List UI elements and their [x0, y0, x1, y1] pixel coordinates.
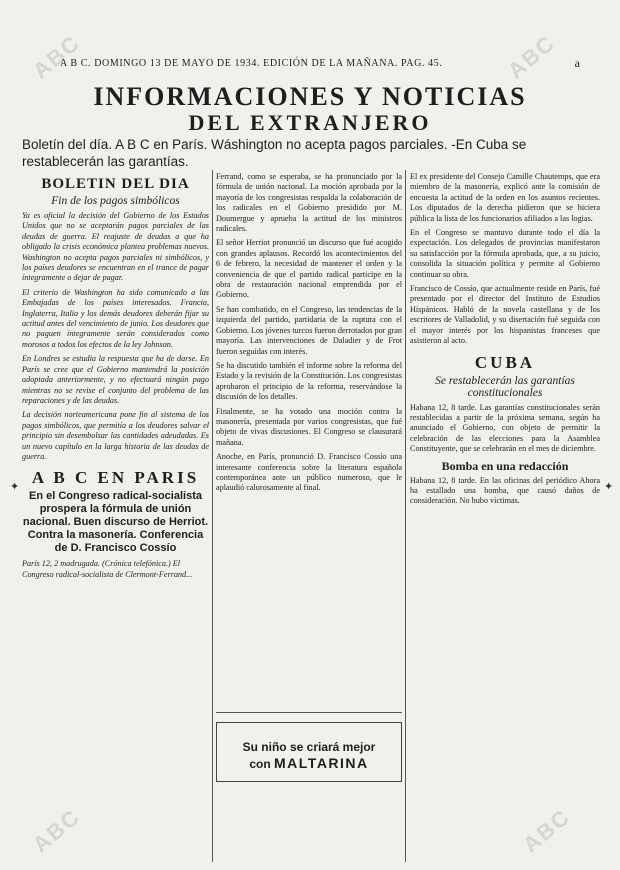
- watermark-top-right: ABC: [502, 29, 561, 84]
- article-paragraph: En Londres se estudia la respuesta que ha de darse. En París se cree que el Gobierno mantendrá la posición adoptada anteriormente, y no efectuará ningún pago mientras no se revise el conjunto del problema de las reparaciones y de las deudas.: [22, 354, 209, 405]
- article-paragraph: Ya es oficial la decisión del Gobierno de los Estados Unidos que no se aceptarán pagos parciales de las deudas de guerra. El reajuste de deudas a que ha obligado la crisis económica plantea problemas nuevos. Washington no acepta pagos parciales ni simbólicos, y los países deudores se encuentran en el trance de pagar íntegramente o dejar de pagar.: [22, 211, 209, 283]
- headline-summary: [22, 136, 602, 170]
- ad-line-2: con: [249, 757, 271, 771]
- article-paragraph: El criterio de Washington ha sido comunicado a las Embajadas de los países interesados. Francia, Inglaterra, Italia y los demás deudores deberán fijar su actitud antes del vencimiento de junio. Los deudores que no paguen íntegramente serán considerados como morosos a todos los efectos de la ley Johnson.: [22, 287, 209, 349]
- summary-line: Boletín del día. A B C en París. Wáshington no acepta pagos parciales. -En Cuba se restablecerán las garantías.: [22, 137, 527, 169]
- ad-line-1: Su niño se criará mejor: [242, 740, 376, 754]
- middle-column: [216, 172, 402, 697]
- headline-main: INFORMACIONES Y NOTICIAS: [93, 82, 527, 111]
- section-title-cuba: CUBA: [474, 352, 536, 372]
- ad-separator-rule: [216, 712, 402, 713]
- fold-mark-right: ✦: [604, 481, 614, 493]
- article-paragraph: Habana 12, 8 tarde. En las oficinas del periódico Ahora ha estallado una bomba, que causó daños de consideración. No hubo víctimas.: [410, 475, 600, 506]
- article-paragraph: En el Congreso se mantuvo durante todo el día la expectación. Los delegados de provincias manifestaron su satisfacción por la fórmula aprobada, que, a su juicio, consolida la situación política y permite al Gobierno continuar su obra.: [410, 228, 600, 279]
- right-column: [410, 172, 600, 862]
- section-title-bomba: Bomba en una redacción: [441, 458, 569, 473]
- article-paragraph: La decisión norteamericana pone fin al sistema de los pagos simbólicos, que permitía a los deudores salvar el principio sin desembolsar las cantidades adeudadas. Es un nuevo capítulo en la larga historia de las deudas de guerra.: [22, 410, 209, 461]
- article-paragraph: Ferrand, como se esperaba, se ha pronunciado por la fórmula de unión nacional. La moción aprobada por la mayoría de los congresistas respalda la colaboración de los radicales en el Gobierno presidido por M. Doumergue y aprueba la actitud de los ministros radicales.: [216, 172, 402, 234]
- section-title-boletin: BOLETIN DEL DIA: [41, 176, 190, 192]
- section-subtitle-boletin: Fin de los pagos simbólicos: [51, 195, 180, 207]
- article-paragraph: Francisco de Cossío, que actualmente reside en París, fué presentado por el director del Instituto de Estudios Hispánicos. Habló de la novela castellana y de los escritores de Valladolid, y su disertación fué seguida con el mayor interés por los hispanistas franceses que asistieron al acto.: [410, 284, 600, 346]
- section-lead-abc-paris: En el Congreso radical-socialista prospera la fórmula de unión nacional. Buen discurso de Herriot. Contra la masonería. Conferencia de D. Francisco Cossío: [22, 490, 209, 555]
- page-mark: a: [574, 56, 580, 70]
- article-paragraph: Finalmente, se ha votado una moción contra la masonería, presentada por varios congresistas, que fué objeto de vivas discusiones. El Congreso se clausurará mañana.: [216, 406, 402, 447]
- column-rule-left: [212, 170, 213, 862]
- page-header: A B C. DOMINGO 13 DE MAYO DE 1934. EDICIÓN DE LA MAÑANA. PAG. 45.: [60, 58, 443, 69]
- article-paragraph: El señor Herriot pronunció un discurso que fué acogido con grandes aplausos. Recordó los acontecimientos del 6 de febrero, la necesidad de mantener el orden y la conveniencia de que el partido radical participe en la obra de restauración nacional emprendida por el Gobierno.: [216, 238, 402, 300]
- section-title-abc-paris: A B C EN PARIS: [31, 468, 200, 488]
- ad-brand: MALTARINA: [274, 755, 369, 771]
- advertisement-maltarina: [216, 722, 402, 782]
- left-column: [22, 172, 209, 862]
- article-paragraph: Habana 12, 8 tarde. Las garantías constitucionales serán restablecidas a partir de la próxima semana, según ha anunciado el Gobierno, con objeto de permitir la celebración de las elecciones para la Asamblea Constituyente, que se celebrarán en el mes de diciembre.: [410, 402, 600, 454]
- article-paragraph: Anoche, en París, pronunció D. Francisco Cossío una interesante conferencia sobre la literatura española contemporánea ante un público numeroso, que le aplaudió calurosamente al final.: [216, 452, 402, 493]
- section-subtitle-cuba: Se restablecerán las garantías constitucionales: [435, 374, 575, 399]
- article-paragraph: Se ha discutido también el informe sobre la reforma del Estado y la revisión de la Constitución. Los congresistas aprobaron el principio de la reforma, reservándose la discusión de los detalles.: [216, 360, 402, 402]
- article-dateline: París 12, 2 madrugada. (Crónica telefónica.) El Congreso radical-socialista de Clermont-Ferrand...: [22, 559, 193, 579]
- article-paragraph: Se han combatido, en el Congreso, las tendencias de la izquierda del partido, partidaria de la ruptura con el Gobierno. Los jóvenes turcos fueron derrotados por gran mayoría. Las intervenciones de Daladier y de Frot fueron seguidas con interés.: [216, 304, 402, 356]
- watermark-top-left: ABC: [27, 29, 86, 84]
- fold-mark-left: ✦: [10, 481, 20, 493]
- article-paragraph: El ex presidente del Consejo Camille Chautemps, que era miembro de la masonería, explicó ante la comisión de encuesta la actitud de la orden en los asuntos recientes. Los diputados de la derecha pidieron que se hiciera pública la lista de los funcionarios afiliados a las logias.: [410, 172, 600, 223]
- watermark-bottom-left: ABC: [27, 803, 86, 858]
- column-rule-right: [405, 170, 406, 862]
- watermark-bottom-right: ABC: [517, 803, 576, 858]
- headline-sub: DEL EXTRANJERO: [188, 110, 432, 135]
